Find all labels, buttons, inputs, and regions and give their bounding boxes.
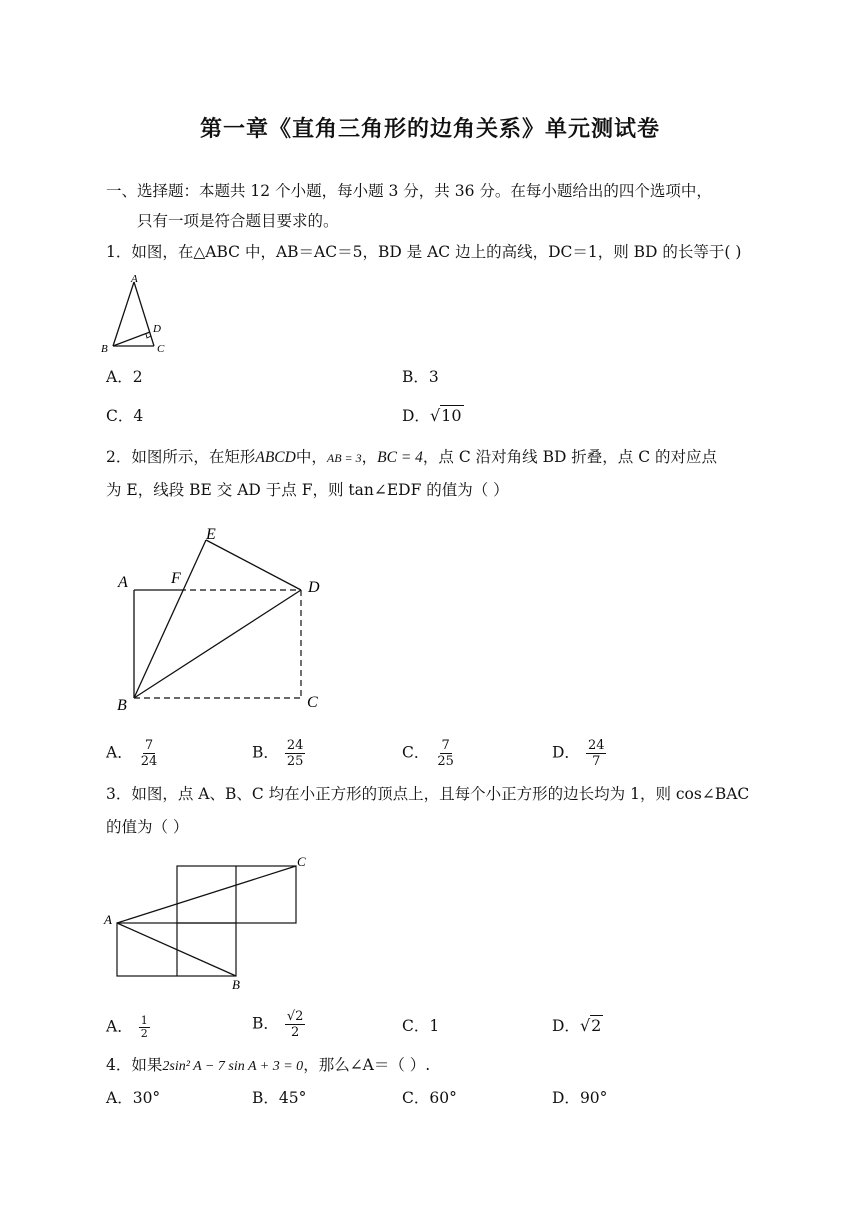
q1-option-b[interactable] <box>402 366 439 388</box>
question-1-figure <box>95 270 175 360</box>
q4-stem-equation: 2sin² A − 7 sin A + 3 = 0 <box>162 1059 304 1074</box>
question-4-stem <box>106 1054 430 1078</box>
q2-option-a[interactable] <box>106 738 159 769</box>
q1-option-d-sqrt: √10 <box>429 406 462 425</box>
q4-option-b[interactable] <box>252 1087 306 1109</box>
q2-option-a-den: 24 <box>140 754 158 769</box>
q2-option-a-letter: A． <box>106 743 133 762</box>
q2-option-b-fraction <box>285 738 306 769</box>
section-heading-line1: 一、选择题：本题共 12 个小题，每小题 3 分，共 36 分。在每小题给出的四个选项中， <box>106 182 712 200</box>
q3-option-a-den: 2 <box>140 1027 148 1040</box>
q3-option-c-text: 1 <box>429 1017 440 1035</box>
question-1-stem: 1．如图，在△ABC 中，AB＝AC＝5，BD 是 AC 边上的高线，DC＝1，则 BD 的长等于( ) <box>106 243 742 261</box>
q2-option-d-letter: D． <box>552 743 580 762</box>
q1-option-d-letter: D． <box>402 407 430 425</box>
q2-option-c-num: 7 <box>441 738 450 753</box>
q2-option-c-fraction <box>435 738 456 769</box>
q1-label-a: A <box>131 273 138 285</box>
question-2-stem-line1 <box>106 446 717 469</box>
q4-stem-part-a: 4．如果 <box>106 1056 163 1074</box>
q4-option-d-letter: D． <box>552 1089 580 1107</box>
q2-stem-part-e: ， <box>361 448 378 466</box>
q2-option-d[interactable] <box>552 738 606 769</box>
q3-option-d-letter: D． <box>552 1017 580 1035</box>
q2-option-d-fraction <box>586 738 607 769</box>
q2-label-d: D <box>308 579 320 596</box>
q1-option-c-letter: C． <box>106 407 134 425</box>
q3-option-b-num: √2 <box>286 1009 304 1024</box>
q2-stem-part-b: ABCD <box>255 449 296 466</box>
q4-option-a[interactable] <box>106 1087 160 1109</box>
q2-option-a-fraction <box>139 738 160 769</box>
q3-option-c[interactable] <box>402 1015 439 1037</box>
q2-option-b[interactable] <box>252 738 305 769</box>
q4-option-d[interactable] <box>552 1087 607 1109</box>
q3-label-b: B <box>232 977 240 992</box>
q2-option-d-num: 24 <box>587 738 605 753</box>
q2-option-c-letter: C． <box>402 743 430 762</box>
q4-option-b-letter: B． <box>252 1089 279 1107</box>
q3-option-a-num: 1 <box>140 1014 148 1027</box>
q1-option-a[interactable] <box>106 366 143 388</box>
q3-segment-ac <box>117 866 296 923</box>
q3-option-b[interactable] <box>252 1009 305 1040</box>
question-2-stem-line2: 为 E，线段 BE 交 AD 于点 F，则 tan∠EDF 的值为（ ） <box>106 481 509 499</box>
q1-label-b: B <box>101 343 108 355</box>
q1-option-c-text: 4 <box>133 407 144 425</box>
q3-option-d[interactable] <box>552 1015 603 1037</box>
q4-option-c-text: 60° <box>429 1089 457 1107</box>
question-3-figure <box>100 850 315 995</box>
q3-option-d-radicand: 2 <box>591 1016 602 1035</box>
q3-label-c: C <box>297 854 306 869</box>
q1-option-a-letter: A． <box>106 368 133 386</box>
q4-option-a-text: 30° <box>132 1089 161 1107</box>
q4-option-a-letter: A． <box>106 1089 133 1107</box>
q2-stem-part-g: ，点 C 沿对角线 BD 折叠，点 C 的对应点 <box>422 448 718 466</box>
q2-option-a-num: 7 <box>144 738 154 753</box>
q1-option-d[interactable] <box>402 405 464 427</box>
question-3-stem-line2: 的值为（ ） <box>106 818 189 836</box>
q3-option-c-letter: C． <box>402 1017 430 1035</box>
q2-option-d-den: 7 <box>592 754 601 769</box>
q3-option-d-sqrt: √2 <box>579 1016 602 1035</box>
q2-stem-part-f: BC = 4 <box>377 449 423 466</box>
q1-option-b-text: 3 <box>428 368 439 386</box>
q1-option-c[interactable] <box>106 405 143 427</box>
question-3-stem-line1: 3．如图，点 A、B、C 均在小正方形的顶点上，且每个小正方形的边长均为 1，则 cos∠BAC <box>106 785 750 803</box>
q3-label-a: A <box>104 912 112 927</box>
q1-label-c: C <box>157 343 165 355</box>
page-title: 第一章《直角三角形的边角关系》单元测试卷 <box>199 116 660 142</box>
q2-option-c-den: 25 <box>437 754 454 769</box>
q1-option-d-radicand: 10 <box>441 406 462 425</box>
q3-option-a[interactable] <box>106 1015 150 1040</box>
question-2-figure <box>105 515 345 720</box>
q1-label-d: D <box>153 323 161 335</box>
q2-stem-part-c: 中， <box>295 448 327 466</box>
q2-stem-part-a: 2．如图所示，在矩形 <box>106 448 256 466</box>
q2-option-b-letter: B． <box>252 743 279 762</box>
q4-option-c-letter: C． <box>402 1089 430 1107</box>
q3-option-b-den: 2 <box>291 1025 300 1040</box>
q1-option-b-letter: B． <box>402 368 429 386</box>
q2-label-b: B <box>117 697 127 714</box>
q3-option-a-letter: A． <box>106 1017 133 1036</box>
q2-label-f: F <box>171 570 181 587</box>
q2-label-a: A <box>118 574 128 591</box>
q2-segment-ed <box>206 540 301 590</box>
q3-option-b-fraction <box>285 1009 306 1040</box>
q2-label-c: C <box>307 694 318 711</box>
q2-option-b-num: 24 <box>286 738 304 753</box>
q2-option-b-den: 25 <box>286 754 304 769</box>
q4-option-d-text: 90° <box>579 1089 608 1107</box>
q4-stem-part-b: ，那么∠A＝（ ）. <box>303 1056 431 1074</box>
q2-stem-part-d: AB = 3 <box>326 451 362 465</box>
q1-altitude-bd <box>113 332 150 346</box>
q2-label-e: E <box>206 526 216 543</box>
q1-side-ab <box>113 282 134 346</box>
q3-option-a-fraction <box>139 1015 150 1040</box>
q4-option-c[interactable] <box>402 1087 457 1109</box>
q2-option-c[interactable] <box>402 738 456 769</box>
section-heading-line2: 只有一项是符合题目要求的。 <box>137 212 339 230</box>
q4-option-b-text: 45° <box>278 1089 307 1107</box>
q1-option-a-text: 2 <box>132 368 143 386</box>
q3-option-b-letter: B． <box>252 1014 279 1033</box>
